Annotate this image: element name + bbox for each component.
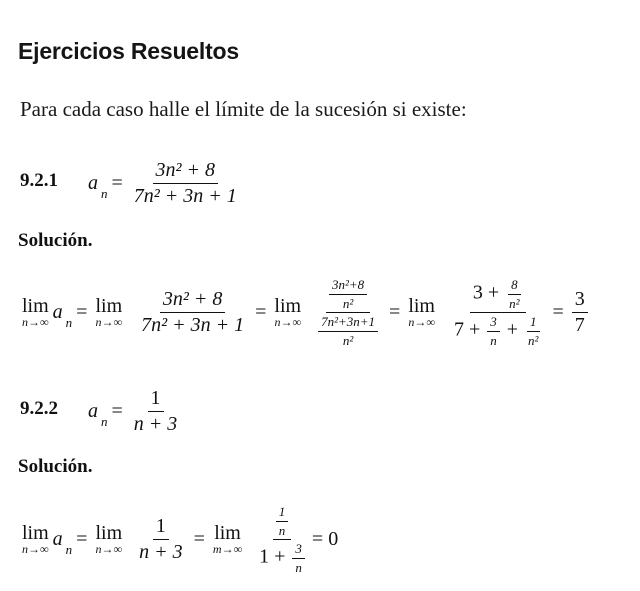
lim-subscript: n→∞ — [274, 315, 302, 330]
a-symbol: a — [52, 528, 63, 551]
inner-fraction — [318, 315, 378, 347]
lim-word: lim — [95, 295, 123, 318]
numerator — [470, 278, 526, 313]
limit — [213, 523, 242, 556]
denominator: n² — [342, 332, 354, 348]
numerator: 1 — [276, 505, 289, 522]
lim-subscript: n→∞ — [22, 542, 49, 557]
result: = 0 — [311, 528, 339, 551]
denominator: n² — [528, 332, 539, 348]
lim-subscript: m→∞ — [212, 542, 243, 557]
equals-sign: = — [111, 400, 123, 422]
numerator: 1 — [148, 388, 164, 412]
inner-fraction — [292, 542, 305, 574]
exercise-number-2: 9.2.2 — [20, 398, 58, 419]
exercise-2-statement — [88, 388, 184, 435]
lim-word: lim — [22, 295, 49, 318]
limit — [22, 523, 49, 556]
denominator: n² — [509, 295, 520, 311]
solution-label-1: Solución. — [18, 230, 93, 251]
term: 7 + — [453, 319, 481, 342]
fraction — [131, 388, 181, 435]
numerator — [273, 505, 292, 540]
inner-fraction — [329, 278, 367, 310]
a-symbol: a — [88, 400, 98, 422]
solution-label-2: Solución. — [18, 456, 93, 477]
lim-word: lim — [274, 295, 302, 318]
lim-subscript: n→∞ — [95, 542, 123, 557]
denominator: 7 — [574, 314, 585, 337]
denominator: n — [490, 332, 497, 348]
lim-word: lim — [214, 522, 241, 545]
equals-sign: = — [389, 301, 401, 324]
numerator: 3 — [572, 289, 588, 313]
limit — [22, 296, 49, 329]
fraction — [136, 516, 186, 563]
denominator — [256, 540, 308, 574]
n-subscript: n — [65, 542, 73, 558]
inner-fraction — [276, 505, 289, 537]
equals-sign: = — [552, 301, 564, 324]
denominator: n + 3 — [133, 413, 178, 435]
fraction — [131, 160, 240, 207]
equals-sign: = — [111, 172, 123, 194]
lim-subscript: n→∞ — [95, 315, 123, 330]
denominator: n — [295, 559, 302, 575]
numerator: 1 — [153, 516, 169, 540]
numerator: 1 — [527, 315, 540, 332]
numerator: 8 — [508, 278, 521, 295]
denominator: n + 3 — [139, 541, 183, 564]
lim-subscript: n→∞ — [408, 315, 435, 330]
lim-word: lim — [408, 295, 435, 318]
n-subscript: n — [101, 414, 108, 429]
exercise-1-solution — [18, 278, 592, 348]
numerator — [326, 278, 370, 313]
compound-fraction — [256, 505, 308, 575]
plus-sign: + — [506, 319, 519, 342]
numerator: 3n²+8 — [329, 278, 367, 295]
numerator: 3n² + 8 — [160, 289, 226, 313]
sequence-term — [88, 400, 108, 429]
lim-word: lim — [95, 522, 123, 545]
compound-fraction — [315, 278, 381, 348]
equals-sign: = — [76, 301, 88, 324]
denominator: n² — [342, 295, 354, 311]
limit — [95, 523, 122, 556]
sequence-term — [52, 528, 73, 558]
numerator: 3 — [292, 542, 305, 559]
inner-fraction — [487, 315, 500, 347]
term: 1 + — [259, 546, 286, 569]
exercise-number-1: 9.2.1 — [20, 170, 58, 191]
intro-text: Para cada caso halle el límite de la sucesión si existe: — [20, 97, 467, 121]
numerator: 3n² + 8 — [153, 160, 219, 184]
a-symbol: a — [88, 172, 98, 194]
fraction — [138, 289, 247, 336]
limit — [274, 296, 301, 329]
lim-subscript: n→∞ — [22, 315, 49, 330]
exercise-1-statement — [88, 160, 244, 207]
section-heading: Ejercicios Resueltos — [18, 38, 239, 64]
denominator — [451, 313, 544, 347]
term: 3 + — [472, 281, 500, 304]
equals-sign: = — [76, 528, 88, 551]
limit — [408, 296, 435, 329]
sequence-term — [88, 172, 108, 201]
denominator: 7n² + 3n + 1 — [133, 185, 237, 207]
n-subscript: n — [65, 315, 73, 331]
numerator: 3 — [487, 315, 500, 332]
limit — [95, 296, 122, 329]
simplified-fraction — [451, 278, 544, 348]
denominator: 7n² + 3n + 1 — [141, 314, 245, 337]
result-fraction — [572, 289, 588, 336]
denominator: n — [278, 522, 286, 538]
exercise-2-solution — [18, 505, 338, 575]
denominator — [315, 313, 381, 347]
sequence-term — [52, 301, 73, 331]
equals-sign: = — [255, 301, 267, 324]
a-symbol: a — [52, 301, 63, 324]
numerator: 7n²+3n+1 — [318, 315, 378, 332]
lim-word: lim — [22, 522, 49, 545]
n-subscript: n — [101, 186, 108, 201]
inner-fraction — [506, 278, 522, 310]
equals-sign: = — [193, 528, 205, 551]
inner-fraction — [525, 315, 541, 347]
